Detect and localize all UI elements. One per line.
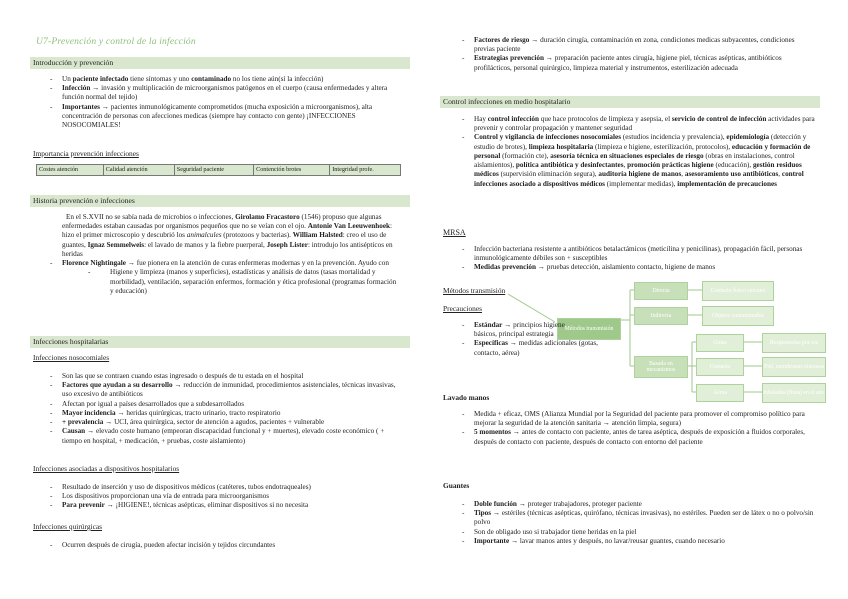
list-item: - Factores de riesgo → duración cirugía, contaminación en zona, condiciones medicas subyacentes, condiciones previas paciente [462, 36, 812, 54]
lavado-list [462, 410, 824, 447]
list-item: - Hay control infección que hace protocolos de limpieza y asepsia, el servicio de control de infección actividades para prevenir y controlar propagación y mantener seguridad [462, 115, 824, 133]
table-cell: Integridad profe. [330, 165, 401, 176]
historia-list [50, 259, 405, 296]
list-item: - Causan → elevado coste humano (empeoran discapacidad funcional y + muertes), elevado coste económico ( + tiempo en hospital, + medicación, + pruebas, coste aislamiento) [50, 427, 405, 445]
diagram-node-basada: Basada en mecanismos [634, 356, 688, 378]
subheading-dispositivos: Infecciones asociadas a dispositivos hospitalarios [33, 464, 180, 473]
list-item: - Medidas prevención → pruebas detección, aislamiento contacto, higiene de manos [462, 263, 817, 272]
diagram-leaf-aerea: Inhaladas (finas) en el aire [762, 383, 826, 403]
importance-table [36, 164, 401, 176]
list-item: - Florence Nightingale → fue pionera en la atención de curas enfermeras modernas y en la prevención. Ayudo con - Higiene y limpieza (manos y superficies), estadísticas y análisis de datos (tasas mortalidad y morbilidad), ventilación, separación enfermos, formación y ética profesional (programas formación y educación) [50, 259, 405, 296]
subheading-mrsa: MRSA [443, 228, 466, 237]
diagram-leaf-contacto-fisico: Contacto físico cercano [702, 281, 774, 301]
quirurgicas-list [50, 541, 405, 550]
list-item: - Un paciente infectado tiene síntomas y uno contaminado no los tiene aún(sí la infección) [50, 75, 405, 84]
dispositivos-list [50, 483, 405, 511]
list-item: - + prevalencia → UCI, área quirúrgica, sector de atención a agudos, pacientes + vulnerable [50, 418, 405, 427]
diagram-node-directa: Directa [634, 282, 688, 300]
guantes-list [462, 500, 824, 546]
list-item: - Mayor incidencia → heridas quirúrgicas, tracto urinario, tracto respiratorio [50, 409, 405, 418]
section-header-control: Control infecciones en medio hospitalario [440, 96, 820, 108]
list-item: - Resultado de inserción y uso de dispositivos médicos (catéteres, tubos endotraqueales) [50, 483, 405, 492]
diagram-node-gotas: Gotas [696, 334, 744, 352]
subheading-importancia: Importancia prevención infecciones [33, 149, 139, 158]
subheading-nosocomiales: Infecciones nosocomiales [33, 353, 110, 362]
historia-subitem: - Higiene y limpieza (manos y superficies), estadísticas y análisis de datos (tasas mortalidad y morbilidad), ventilación, separación enfermos, formación y ética profesional (programas formación y educación) [88, 268, 397, 295]
diagram-leaf-gotas: Respiratorias por tos [762, 333, 826, 353]
list-item: - Control y vigilancia de infecciones nosocomiales (estudios incidencia y prevalencia), epidemiología (detección y estudio de brotes), limpieza hospitalaria (limpieza e higiene, esterilización, protocolos), educación y formación de personal (formación cte), asesoría técnica en situaciones especiales de riesgo (obras en instalaciones, control aislamientos), política antibiótica y desinfectantes, promoción prácticas higiene (educación), gestión residuos médicos (supervisión eliminación segura), auditoría higiene de manos, asesoramiento uso antibióticos, control infecciones asociado a dispositivos médicos (implementar medidas), implementación de precauciones [462, 133, 824, 188]
section-header-hospitalarias: Infecciones hospitalarias [30, 336, 410, 348]
list-item: - Los dispositivos proporcionan una vía de entrada para microorganismos [50, 492, 405, 501]
list-item: - Son las que se contraen cuando estas ingresado o después de tu estada en el hospital [50, 372, 405, 381]
list-item: - Estándar → principios higiene básicos, principal estrategia [462, 321, 577, 339]
list-item: - Factores que ayudan a su desarrollo → reducción de inmunidad, procedimientos asistenciales, técnicas invasivas, uso excesivo de antibióticos [50, 381, 405, 399]
list-item: - Importante → lavar manos antes y después, no lavar/reusar guantes, cuando necesario [462, 537, 824, 546]
control-list [462, 115, 824, 189]
section-header-intro: Introducción y prevención [30, 57, 410, 69]
table-cell: Costes atención [37, 165, 104, 176]
subheading-lavado: Lavado manos [443, 393, 490, 402]
list-item: - Para prevenir → ¡HIGIENE!, técnicas asépticas, eliminar dispositivos si no necesita [50, 501, 405, 510]
list-item: - Importantes → pacientes inmunológicamente comprometidos (mucha exposición a microorganismos), alta concentración de personas con afecciones medicas (siempre hay contacto con gente) ¡INFECCIONES NOSOCOMIALES! [50, 103, 405, 131]
list-item: - Medida + eficaz, OMS (Alianza Mundial por la Seguridad del paciente para promover el compromiso político para mejorar la seguridad de la atención sanitaria → atención limpia, segura) [462, 410, 824, 428]
subheading-quirurgicas: Infecciones quirúrgicas [33, 522, 103, 531]
table-cell: Seguridad paciente [174, 165, 253, 176]
subheading-metodos: Métodos transmisión [443, 286, 506, 295]
list-item: - Específicas → medidas adicionales (gotas, contacto, aérea) [462, 339, 624, 357]
historia-block [50, 213, 405, 296]
subheading-precauciones: Precauciones [443, 304, 482, 313]
list-item: - Tipos → estériles (técnicas asépticas, quirófano, técnicas invasivas), no estériles. Pueden ser de látex o no o polvo/sin polvo [462, 509, 824, 527]
table-cell: Contención brotes [254, 165, 330, 176]
list-item: - Estrategias prevención → preparación paciente antes cirugía, higiene piel, técnicas asépticas, antibióticos profilácticos, personal quirúrgico, limpieza material y instrumentos, esterilización adecuada [462, 54, 812, 72]
list-item: - Doble función → proteger trabajadores, proteger paciente [462, 500, 824, 509]
list-item: - Ocurren después de cirugía, pueden afectar incisión y tejidos circundantes [50, 541, 405, 550]
diagram-node-indirecta: Indirecta [634, 307, 688, 325]
quirurgicas-cont-list [462, 36, 812, 73]
diagram-leaf-contacto: Piel, membranas mucosas [762, 357, 826, 377]
diagram-leaf-objetos: Objetos contaminados [702, 306, 774, 326]
nosocomiales-list [50, 372, 405, 446]
list-item: - Infección bacteriana resistente a antibióticos betalactámicos (meticilina y penicilinas), propagación fácil, personas inmunológicamente débiles son + susceptibles [462, 245, 817, 263]
mrsa-list [462, 245, 817, 273]
list-item: - Infección → invasión y multiplicación de microorganismos patógenos en el cuerpo (causa enfermedades y altera función normal del tejido) [50, 84, 405, 102]
table-cell: Calidad atención [103, 165, 174, 176]
list-item: - Son de obligado uso si trabajador tiene heridas en la piel [462, 528, 824, 537]
list-item: - Afectan por igual a países desarrollados que a subdesarrollados [50, 400, 405, 409]
list-item: - 5 momentos → antes de contacto con paciente, antes de tarea aséptica, después de exposición a fluidos corporales, después de contacto con paciente, después de contacto con entorno del paciente [462, 428, 824, 446]
historia-paragraph: En el S.XVII no se sabía nada de microbios o infecciones, Girolamo Fracastoro (1546) propuso que algunas enfermedades estaban causadas por organismos pequeños que no se veían con el ojo. Antonie Van Leeuwenhoek: hizo el primer microscopio y descubrió los animalcules (protozoos y bacterias). William Halsted: creo el uso de guantes, Ignaz Semmelweis: el lavado de manos y la fiebre puerperal, Joseph Lister: introdujo los antisépticos en heridas [62, 213, 393, 258]
intro-list [50, 75, 405, 130]
diagram-node-aerea: Aérea [696, 384, 744, 402]
diagram-node-contacto: Contacto [696, 358, 744, 376]
subheading-guantes: Guantes [443, 481, 470, 490]
diagram-node-root: Métodos transmisión [557, 318, 621, 340]
page-title: U7-Prevención y control de la infección [36, 37, 196, 47]
section-header-historia: Historia prevención e infecciones [30, 195, 410, 207]
